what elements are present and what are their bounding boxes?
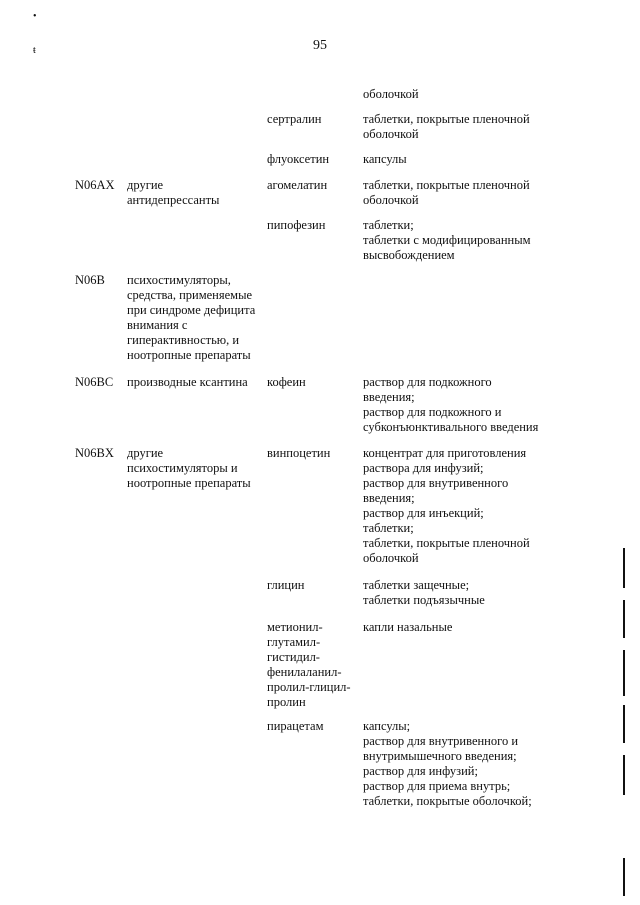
dosage-form: оболочкой — [363, 551, 419, 565]
dosage-form: таблетки; — [363, 521, 414, 535]
pharmacological-group: психостимуляторы и — [127, 461, 238, 475]
drug-name: пролин — [267, 695, 306, 709]
drug-name: фенилаланил- — [267, 665, 342, 679]
dosage-form: капсулы; — [363, 719, 411, 733]
drug-name: винпоцетин — [267, 446, 331, 460]
atc-code: N06B — [75, 273, 105, 287]
pharmacological-group: внимания с — [127, 318, 188, 332]
dosage-form: таблетки; — [363, 218, 414, 232]
pharmacological-group: гиперактивностью, и — [127, 333, 240, 347]
pharmacological-group: ноотропные препараты — [127, 476, 251, 490]
dosage-form: введения; — [363, 390, 415, 404]
pharmacological-group: производные ксантина — [127, 375, 248, 389]
dosage-form: концентрат для приготовления — [363, 446, 527, 460]
margin-bar — [623, 858, 625, 896]
atc-code: N06BX — [75, 446, 114, 460]
dosage-form: таблетки, покрытые оболочкой; — [363, 794, 532, 808]
drug-name: пипофезин — [267, 218, 326, 232]
dosage-form: капли назальные — [363, 620, 453, 634]
drug-name: пирацетам — [267, 719, 324, 733]
drug-name: кофеин — [267, 375, 306, 389]
drug-name: сертралин — [267, 112, 322, 126]
drug-name: пролил-глицил- — [267, 680, 351, 694]
dosage-form: раствор для подкожного — [363, 375, 492, 389]
page-number: 95 — [313, 38, 327, 53]
dosage-form: внутримышечного введения; — [363, 749, 517, 763]
atc-code: N06AX — [75, 178, 115, 192]
dosage-form: раствор для внутривенного и — [363, 734, 519, 748]
dosage-form: оболочкой — [363, 87, 419, 101]
dosage-form: оболочкой — [363, 127, 419, 141]
dosage-form: таблетки подъязычные — [363, 593, 485, 607]
margin-mark: • — [33, 11, 37, 22]
pharmacological-group: психостимуляторы, — [127, 273, 231, 287]
atc-code: N06BC — [75, 375, 114, 389]
drug-name: метионил- — [267, 620, 323, 634]
margin-bar — [623, 600, 625, 638]
dosage-form: таблетки, покрытые пленочной — [363, 536, 530, 550]
pharmacological-group: другие — [127, 446, 164, 460]
margin-mark: ŧ — [33, 45, 36, 56]
pharmacological-group: другие — [127, 178, 164, 192]
dosage-form: капсулы — [363, 152, 407, 166]
dosage-form: раствор для инфузий; — [363, 764, 478, 778]
margin-bar — [623, 705, 625, 743]
dosage-form: раствора для инфузий; — [363, 461, 484, 475]
dosage-form: оболочкой — [363, 193, 419, 207]
pharmacological-group: ноотропные препараты — [127, 348, 251, 362]
drug-name: гистидил- — [267, 650, 320, 664]
dosage-form: таблетки защечные; — [363, 578, 470, 592]
dosage-form: высвобождением — [363, 248, 455, 262]
drug-name: глутамил- — [267, 635, 321, 649]
dosage-form: раствор для подкожного и — [363, 405, 502, 419]
drug-name: глицин — [267, 578, 305, 592]
dosage-form: введения; — [363, 491, 415, 505]
dosage-form: таблетки, покрытые пленочной — [363, 178, 530, 192]
pharmacological-group: средства, применяемые — [127, 288, 253, 302]
dosage-form: таблетки с модифицированным — [363, 233, 531, 247]
margin-bar — [623, 650, 625, 696]
margin-bar — [623, 755, 625, 795]
drug-name: агомелатин — [267, 178, 328, 192]
dosage-form: субконъюнктивального введения — [363, 420, 539, 434]
pharmacological-group: антидепрессанты — [127, 193, 220, 207]
drug-name: флуоксетин — [267, 152, 330, 166]
dosage-form: раствор для внутривенного — [363, 476, 509, 490]
dosage-form: таблетки, покрытые пленочной — [363, 112, 530, 126]
dosage-form: раствор для инъекций; — [363, 506, 484, 520]
margin-bar — [623, 548, 625, 588]
dosage-form: раствор для приема внутрь; — [363, 779, 511, 793]
pharmacological-group: при синдроме дефицита — [127, 303, 256, 317]
